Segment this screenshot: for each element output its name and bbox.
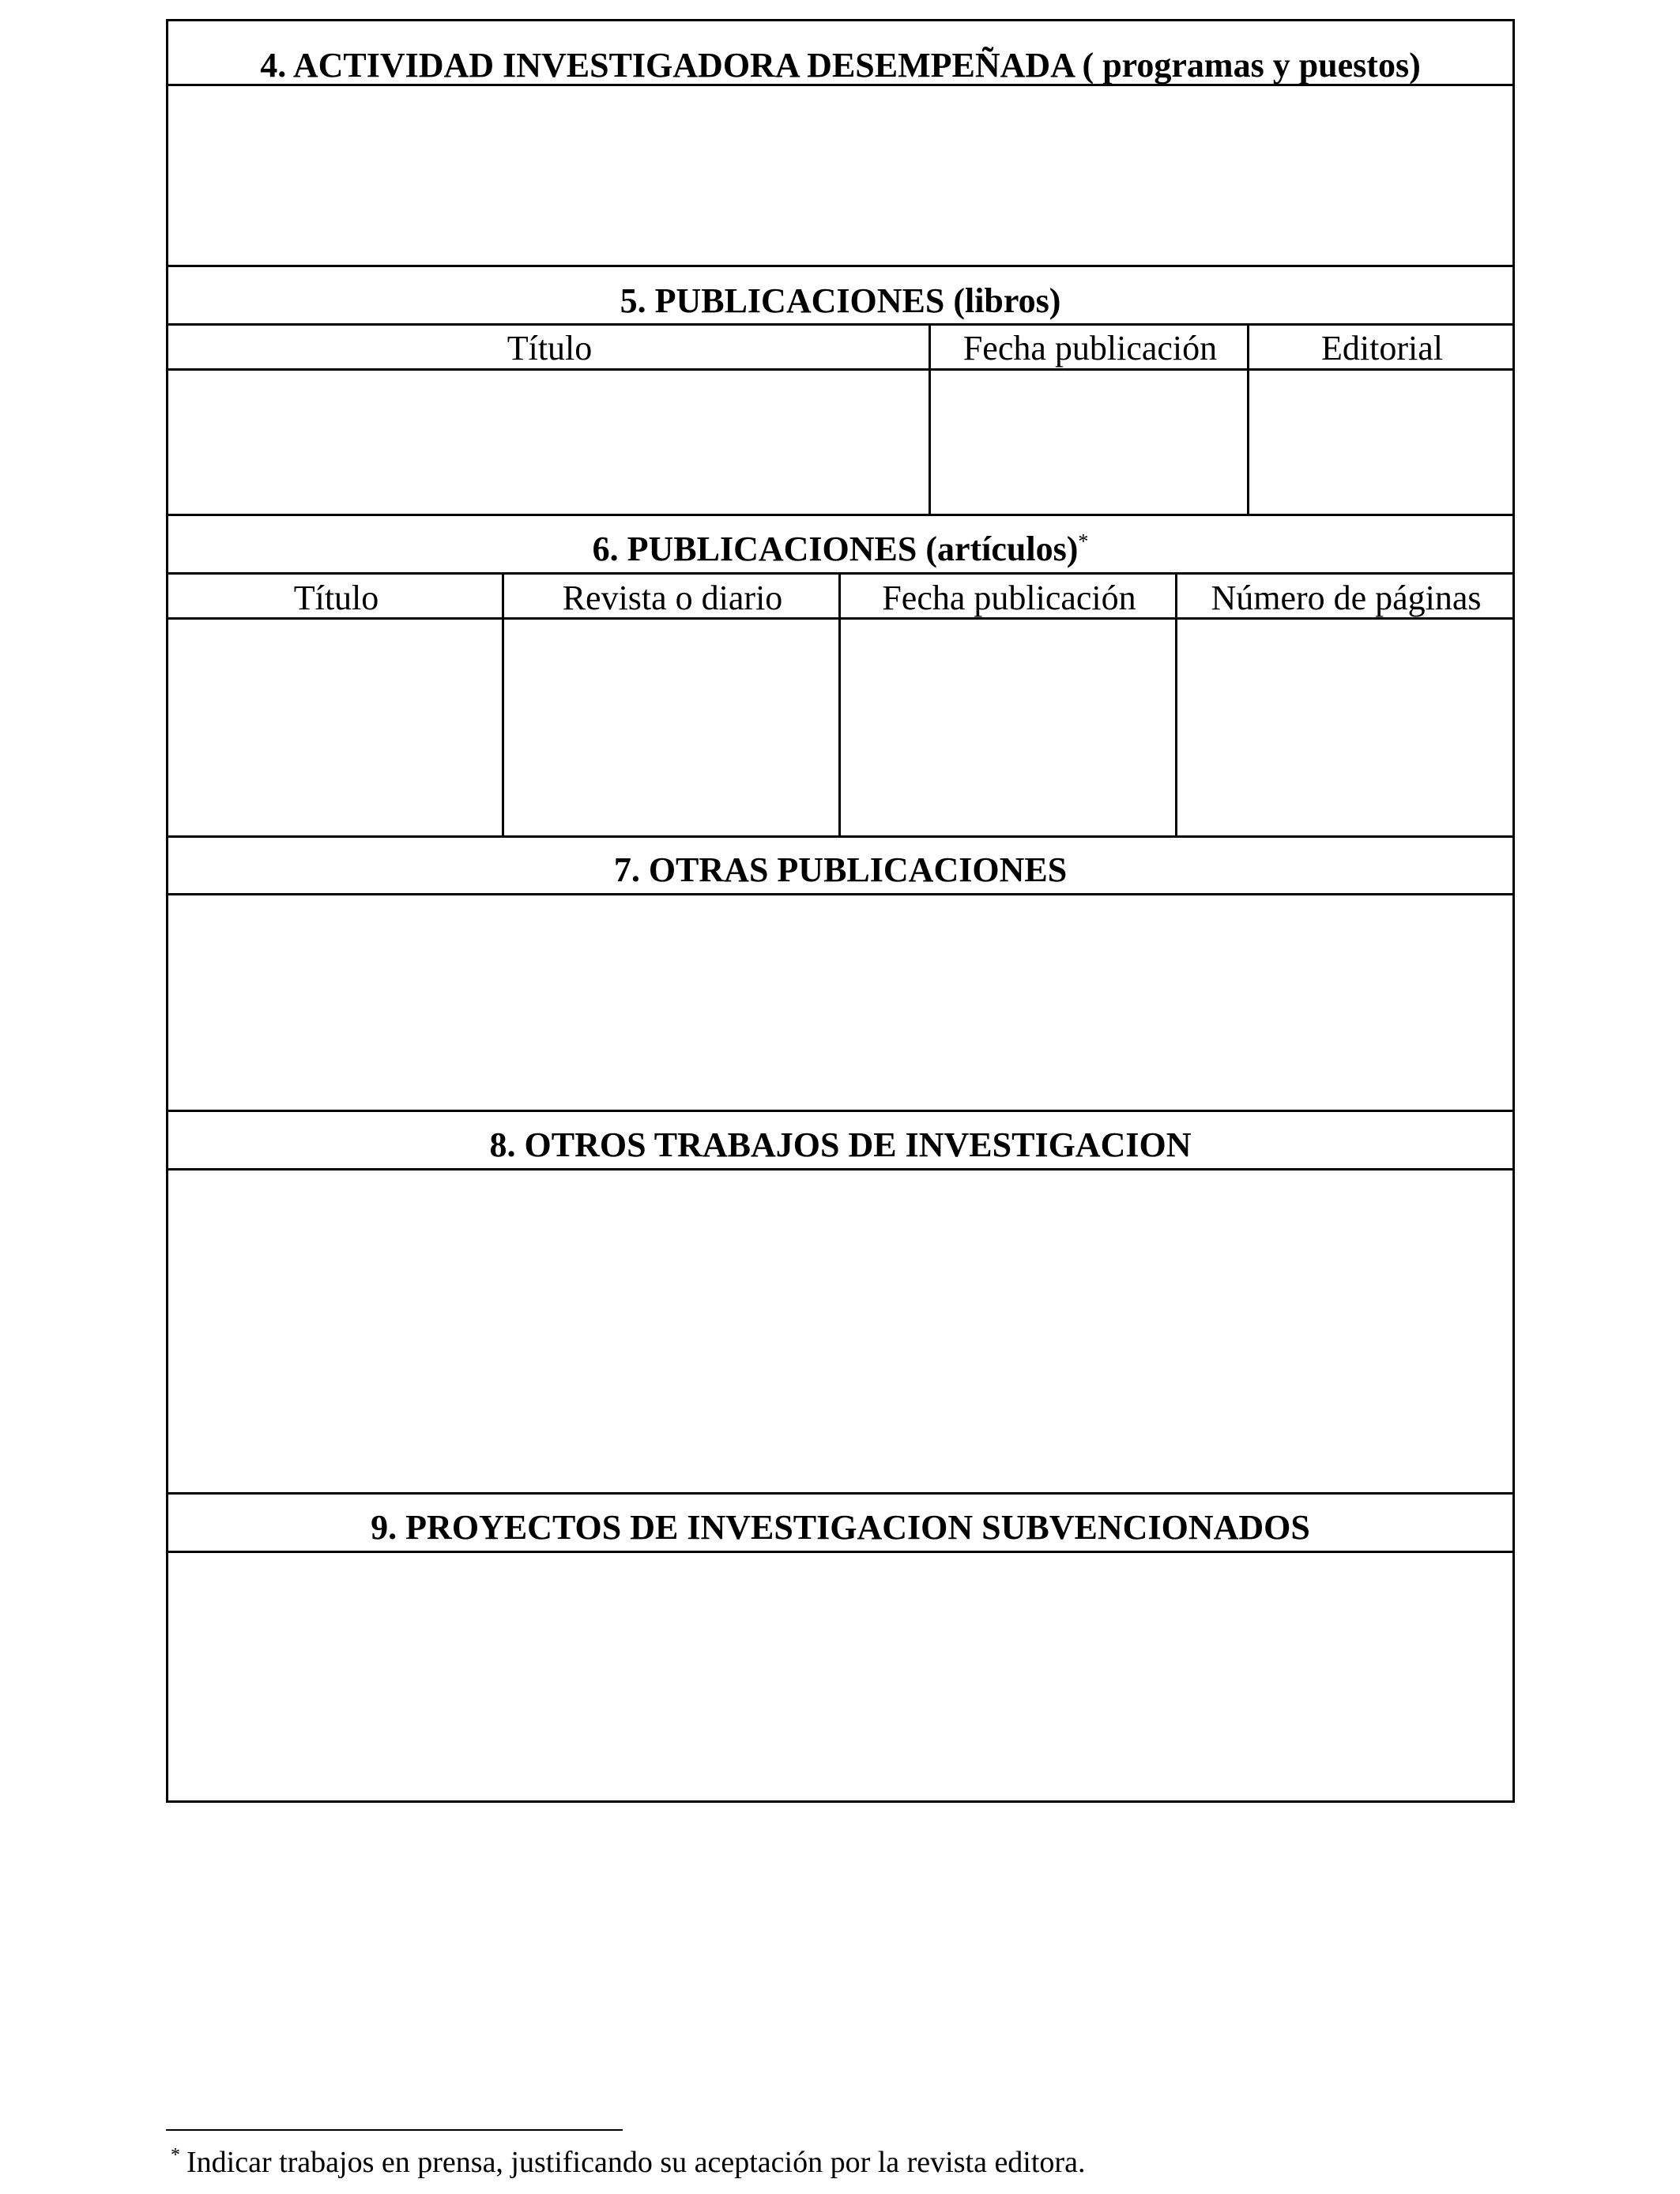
section-7-title: 7. OTRAS PUBLICACIONES — [613, 850, 1068, 889]
section-4-input-area[interactable] — [168, 86, 1512, 265]
books-date-cell[interactable] — [931, 371, 1247, 514]
divider — [168, 514, 1512, 516]
books-column-title: Título — [507, 329, 593, 368]
books-column-date: Fecha publicación — [962, 329, 1218, 368]
divider — [168, 1110, 1512, 1112]
section-8-title: 8. OTROS TRABAJOS DE INVESTIGACION — [489, 1125, 1192, 1164]
footnote-marker: * — [1078, 530, 1089, 553]
section-8-input-area[interactable] — [168, 1171, 1512, 1492]
divider — [168, 265, 1512, 267]
footnote-separator — [166, 2129, 623, 2131]
books-title-cell[interactable] — [168, 371, 929, 514]
divider — [168, 323, 1512, 326]
section-9-title: 9. PROYECTOS DE INVESTIGACION SUBVENCIONADOS — [371, 1508, 1310, 1547]
section-6-title — [168, 532, 1512, 567]
books-publisher-cell[interactable] — [1249, 371, 1515, 514]
articles-journal-cell[interactable] — [504, 620, 838, 835]
articles-column-journal: Revista o diario — [562, 579, 783, 617]
section-5-title: 5. PUBLICACIONES (libros) — [620, 281, 1061, 320]
section-6-title-text: 6. PUBLICACIONES (artículos) — [592, 530, 1079, 568]
footnote — [171, 2145, 1085, 2180]
section-9-input-area[interactable] — [168, 1553, 1512, 1800]
footnote-text: Indicar trabajos en prensa, justificando su aceptación por la revista editora. — [186, 2146, 1086, 2179]
articles-title-cell[interactable] — [168, 620, 502, 835]
divider — [168, 835, 1512, 838]
section-7-input-area[interactable] — [168, 895, 1512, 1110]
articles-column-title: Título — [293, 579, 379, 617]
articles-column-date: Fecha publicación — [882, 579, 1136, 617]
research-activity-form — [166, 19, 1515, 1803]
section-4-title: 4. ACTIVIDAD INVESTIGADORA DESEMPEÑADA ( programas y puestos) — [260, 46, 1421, 85]
articles-pages-cell[interactable] — [1177, 620, 1515, 835]
articles-column-pages: Número de páginas — [1211, 579, 1482, 617]
divider — [168, 1492, 1512, 1495]
footnote-mark: * — [171, 2145, 180, 2166]
articles-date-cell[interactable] — [841, 620, 1175, 835]
books-column-publisher: Editorial — [1321, 329, 1443, 368]
